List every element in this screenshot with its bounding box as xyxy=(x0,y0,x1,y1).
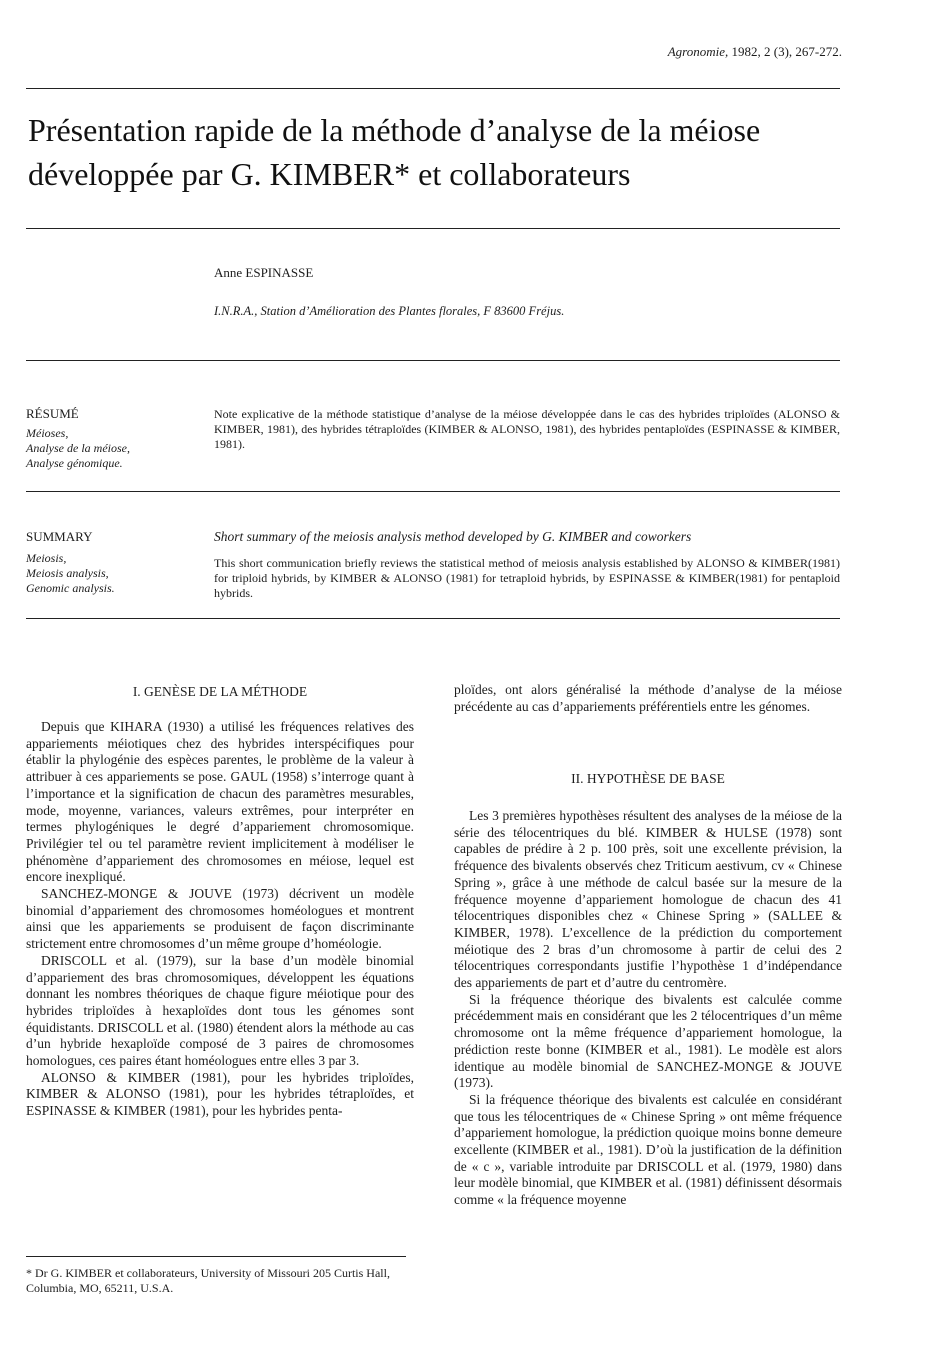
summary-keywords xyxy=(26,551,201,596)
summary-text: This short communication briefly reviews the statistical method of meiosis analysis established by ALONSO & KIMBER(1981) for triploid hybrids, by KIMBER & ALONSO (1981) for tetraploid hybrids, by ESPINASSE & KIMBER(1981) for pentaploid hybrids. xyxy=(214,556,840,600)
footnote: * Dr G. KIMBER et collaborateurs, University of Missouri 205 Curtis Hall, Columbia, MO, 65211, U.S.A. xyxy=(26,1266,390,1295)
right-column-text-section-2 xyxy=(454,808,842,1209)
title-line-1: Présentation rapide de la méthode d’analyse de la méiose xyxy=(28,112,761,148)
right-column-text xyxy=(454,682,842,715)
resume-keyword: Analyse génomique. xyxy=(26,456,123,470)
resume-keyword: Méioses, xyxy=(26,426,69,440)
title-line-2: développée par G. KIMBER* et collaborateurs xyxy=(28,156,631,192)
resume-text: Note explicative de la méthode statistique d’analyse de la méiose développée dans le cas des hybrides triploïdes (ALONSO & KIMBER, 1981), des hybrides tétraploïdes (KIMBER & ALONSO, 1981), des hybrides pentaploïdes (ESPINASSE & KIMBER, 1981). xyxy=(214,407,840,451)
paragraph-continuation: ploïdes, ont alors généralisé la méthode d’analyse de la méiose précédente au cas d’appariements préférentiels entre les génomes. xyxy=(454,682,842,714)
paragraph: Les 3 premières hypothèses résultent des analyses de la méiose de la série des télocentriques du blé. KIMBER & HULSE (1978) sont capables de prédire à 2 p. 100 près, soit une excellente prévision, la fréquence des bivalents observés chez Triticum aestivum, cv « Chinese Spring », grâce à une méthode de calcul basée sur la mesure de la fréquence moyenne d’appariement homologue de chacun des 41 télocentriques disponibles chez « Chinese Spring » (SALLEE & KIMBER, 1978). L’excellence de la prédiction du comportement méiotique des 2 bras d’un chromosome à partir de celui des 2 télocentriques correspondants justifie l’hypothèse 1 d’indépendance des appariements de part et d’autre du centromère. xyxy=(454,808,842,991)
author-rule xyxy=(26,360,840,361)
paragraph: ALONSO & KIMBER (1981), pour les hybrides triploïdes, KIMBER & ALONSO (1981), pour les hybrides tétraploïdes, et ESPINASSE & KIMBER (1981), pour les hybrides penta- xyxy=(26,1069,414,1119)
journal-name: Agronomie, xyxy=(667,44,729,59)
paragraph: DRISCOLL et al. (1979), sur la base d’un modèle binomial d’appariement des bras chromosomiques, développent les équations donnant les nombres théoriques de chaque figure méiotique pour des hybrides triploïdes à hexaploïdes dont tous les génomes sont équidistants. DRISCOLL et al. (1980) étendent alors la méthode au cas d’un hybride hexaploïde composé de 3 paires de chromosomes homologues, ces paires étant homéologues entre elles 3 par 3. xyxy=(26,952,414,1069)
summary-heading: SUMMARY xyxy=(26,529,93,544)
summary-keyword: Genomic analysis. xyxy=(26,581,115,595)
section-1-heading: I. GENÈSE DE LA MÉTHODE xyxy=(132,684,308,699)
paragraph: Si la fréquence théorique des bivalents est calculée en considérant que tous les télocentriques de « Chinese Spring » ont même fréquence d’appariement homologue, la prédiction quoique moins bonne demeure excellente (KIMBER et al., 1981). D’où la justification de la définition de « c », variable introduite par DRISCOLL et al. (1979, 1980) dans leur modèle binomial, que KIMBER et al. (1981) définissent désormais comme « la fréquence moyenne xyxy=(454,1091,842,1208)
section-2-heading: II. HYPOTHÈSE DE BASE xyxy=(571,771,725,786)
resume-keyword: Analyse de la méiose, xyxy=(26,441,130,455)
summary-keyword: Meiosis, xyxy=(26,551,67,565)
resume-rule xyxy=(26,491,840,492)
footnote-rule xyxy=(26,1256,406,1257)
author-name: Anne ESPINASSE xyxy=(214,265,314,280)
left-column-text xyxy=(26,719,414,1120)
header-rule xyxy=(26,88,840,89)
summary-rule xyxy=(26,618,840,619)
resume-heading: RÉSUMÉ xyxy=(26,406,79,421)
resume-keywords xyxy=(26,426,201,471)
title-rule xyxy=(26,228,840,229)
paragraph: Depuis que KIHARA (1930) a utilisé les fréquences relatives des appariements méiotiques chez des hybrides interspécifiques pour établir la phylogénie des espèces parentes, le problème de la valeur à attribuer à ces appariements se pose. GAUL (1958) s’interroge quant à l’importance et la signification de chacun des paramètres mesurables, mode, moyenne, variances, valeurs extrêmes, pour interpréter en termes phylogéniques le degré d’appariement chromosomique. Privilégier tel ou tel paramètre revient implicitement à modéliser le phénomène d’appariement des chromosomes en méiose, lequel est encore inexpliqué. xyxy=(26,719,414,885)
author-affiliation: I.N.R.A., Station d’Amélioration des Plantes florales, F 83600 Fréjus. xyxy=(214,304,565,318)
summary-keyword: Meiosis analysis, xyxy=(26,566,109,580)
article-title xyxy=(28,108,888,196)
paragraph: Si la fréquence théorique des bivalents est calculée comme précédemment mais en considérant que les 2 télocentriques d’un même chromosome ont la même fréquence d’appariement homologue, la prédiction reste bonne (KIMBER et al., 1981). Le modèle est alors identique au modèle binomial de SANCHEZ-MONGE & JOUVE (1973). xyxy=(454,991,842,1091)
summary-title: Short summary of the meiosis analysis method developed by G. KIMBER and coworkers xyxy=(214,529,692,544)
journal-reference xyxy=(668,44,842,60)
journal-volume-pages: 1982, 2 (3), 267-272. xyxy=(728,44,842,59)
paragraph: SANCHEZ-MONGE & JOUVE (1973) décrivent un modèle binomial d’appariement des chromosomes homéologues et montrent ainsi que les appariements se produisent de façon discriminante strictement entre chromosomes d’un même groupe d’homéologie. xyxy=(26,886,414,952)
